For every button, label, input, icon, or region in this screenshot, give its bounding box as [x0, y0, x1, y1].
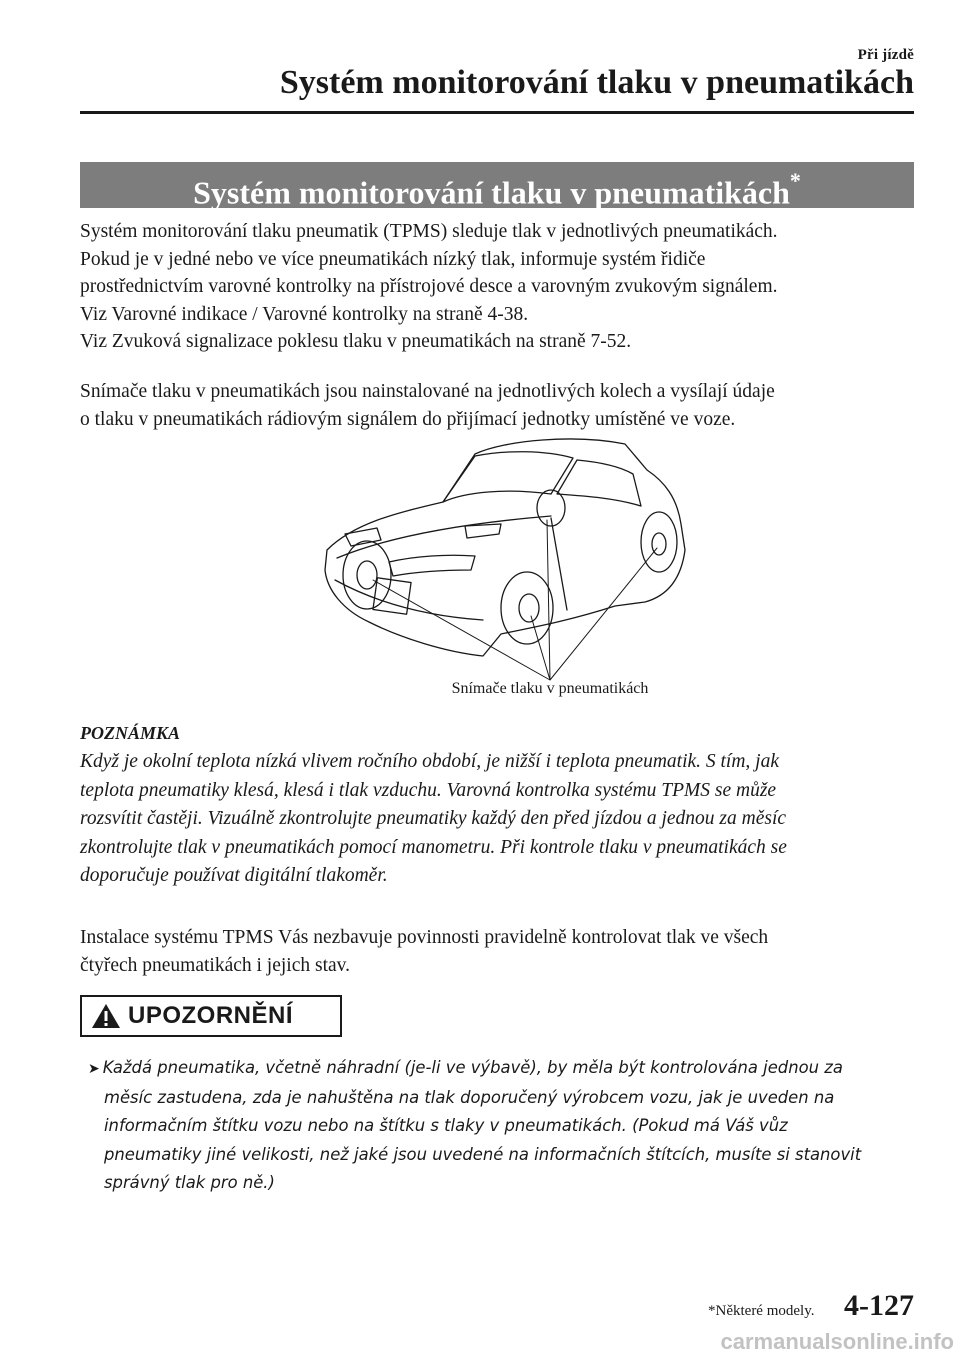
install-line: Instalace systému TPMS Vás nezbavuje povinnosti pravidelně kontrolovat tlak ve všech: [80, 927, 769, 948]
sensor-line: Snímače tlaku v pneumatikách jsou nainstalované na jednotlivých kolech a vysílají údaje: [80, 381, 775, 402]
page-header-title: Systém monitorování tlaku v pneumatikách: [279, 64, 914, 101]
intro-line: Systém monitorování tlaku pneumatik (TPMS) sleduje tlak v jednotlivých pneumatikách.: [80, 221, 778, 242]
page-number: 4-127: [844, 1289, 914, 1322]
note-line: Když je okolní teplota nízká vlivem ročního období, je nižší i teplota pneumatik. S tím, jak: [80, 751, 780, 772]
note-line: doporučuje používat digitální tlakoměr.: [80, 865, 388, 886]
caution-bullet-line: správný tlak pro ně.): [104, 1173, 275, 1192]
note-line: zkontrolujte tlak v pneumatikách pomocí manometru. Při kontrole tlaku v pneumatikách se: [80, 836, 787, 858]
front-right-wheel: [501, 572, 553, 644]
caution-bullet-line: pneumatiky jiné velikosti, než jaké jsou uvedené na informačních štítcích, musíte si stanovit: [104, 1144, 862, 1164]
section-title-bar: [80, 162, 914, 211]
sensor-line: o tlaku v pneumatikách rádiovým signálem do přijímací jednotky umístěné ve voze.: [80, 408, 736, 430]
rear-right-wheel: [641, 512, 677, 572]
arrow-bullet-icon: ➤: [88, 1061, 100, 1077]
intro-line: Viz Zvuková signalizace poklesu tlaku v pneumatikách na straně 7-52.: [80, 331, 632, 352]
warning-triangle-icon: [90, 1002, 122, 1030]
intro-line: prostřednictvím varovné kontrolky na přístrojové desce a varovným zvukovým signálem.: [80, 276, 778, 297]
car-sensor-illustration: [315, 430, 700, 692]
caution-bullet-text: Každá pneumatika, včetně náhradní (je-li ve výbavě), by měla být kontrolována jednou za: [102, 1058, 843, 1077]
section-asterisk: *: [789, 168, 801, 193]
install-paragraph: [80, 924, 920, 979]
side-window: [557, 460, 641, 506]
footnote: *Některé modely.: [708, 1303, 815, 1319]
caution-bullet-line: [88, 1054, 918, 1084]
front-left-hub: [357, 561, 377, 589]
hood-line: [337, 516, 551, 558]
chapter-label: Při jízdě: [857, 47, 914, 63]
intro-line: Viz Varovné indikace / Varovné kontrolky na straně 4-38.: [80, 303, 529, 325]
door-line: [551, 518, 567, 610]
grille: [389, 555, 475, 576]
caution-bullet: [88, 1054, 918, 1198]
car-body-outline: [325, 439, 685, 656]
note-line: teplota pneumatiky klesá, klesá i tlak vzduchu. Varovná kontrolka systému TPMS se může: [80, 779, 777, 801]
figure-caption: Snímače tlaku v pneumatikách: [451, 680, 649, 697]
header-divider: [80, 111, 914, 114]
note-line: rozsvítit častěji. Vizuálně zkontrolujte pneumatiky každý den před jízdou a jednou za měsíc: [80, 808, 787, 829]
note-heading: POZNÁMKA: [80, 723, 181, 743]
intro-paragraph: [80, 218, 920, 356]
intro-line: Pokud je v jedné nebo ve více pneumatikách nízký tlak, informuje systém řidiče: [80, 248, 706, 270]
caution-bullet-line: informačním štítku vozu nebo na štítku s tlaky v pneumatikách. (Pokud má Váš vůz: [104, 1116, 788, 1135]
windshield: [443, 452, 573, 502]
section-title: Systém monitorování tlaku v pneumatikách: [193, 174, 790, 211]
caution-label: UPOZORNĚNÍ: [128, 1002, 294, 1029]
sensor-paragraph: [80, 378, 920, 433]
leader-lines: [373, 520, 657, 680]
caution-bullet-line: měsíc zastudena, zda je nahuštěna na tlak doporučený výrobcem vozu, jak je uveden na: [104, 1087, 835, 1107]
front-left-wheel: [343, 541, 391, 609]
note-paragraph: [80, 748, 920, 891]
caution-box: [80, 995, 342, 1037]
headlight-right: [465, 524, 501, 538]
front-right-hub: [519, 594, 539, 622]
watermark: carmanualsonline.info: [720, 1329, 954, 1354]
install-line: čtyřech pneumatikách i jejich stav.: [80, 954, 351, 976]
